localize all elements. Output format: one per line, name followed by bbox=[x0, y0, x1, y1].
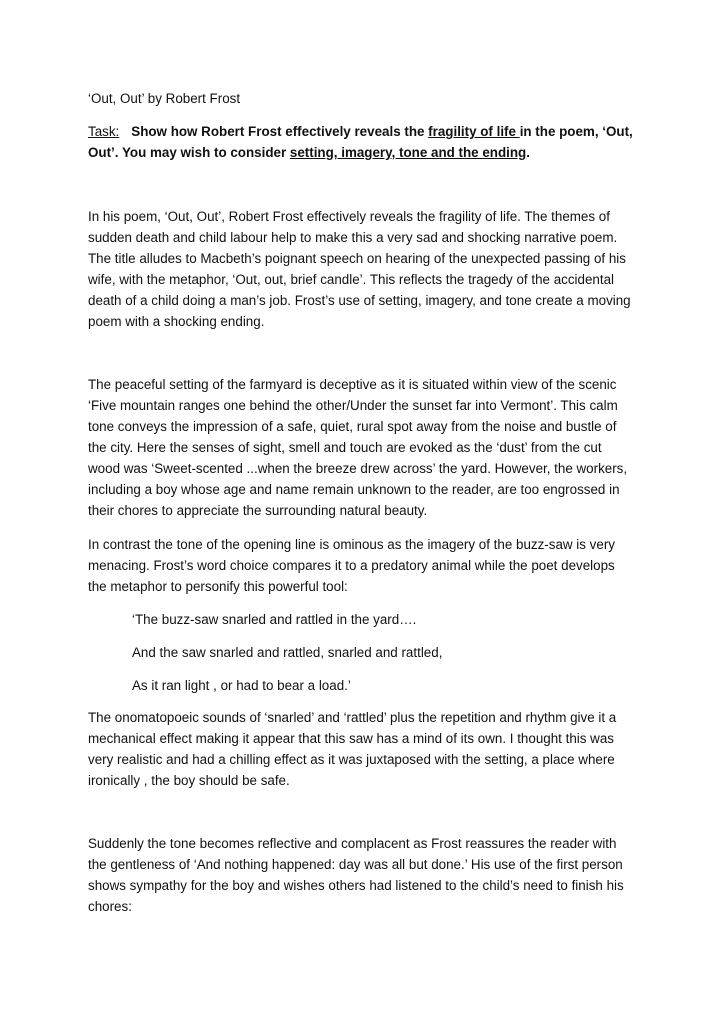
paragraph-2-line: The peaceful setting of the farmyard is deceptive as it is situated within view of the scenic bbox=[88, 377, 617, 392]
task-line-2 bbox=[88, 142, 530, 163]
paragraph-1-line: The title alludes to Macbeth’s poignant speech on hearing of the unexpected passing of his bbox=[88, 251, 626, 266]
poem-quote-line: And the saw snarled and rattled, snarled and rattled, bbox=[132, 645, 443, 660]
poem-quote-line: As it ran light , or had to bear a load.’ bbox=[132, 678, 351, 693]
paragraph-3-line: In contrast the tone of the opening line is ominous as the imagery of the buzz-saw is very bbox=[88, 537, 615, 552]
task-text-1a: Show how Robert Frost effectively reveals the bbox=[131, 124, 429, 139]
paragraph-4-line: The onomatopoeic sounds of ‘snarled’ and ‘rattled’ plus the repetition and rhythm give it a bbox=[88, 710, 617, 725]
poem-quote-line: ‘The buzz-saw snarled and rattled in the yard…. bbox=[132, 612, 417, 627]
paragraph-2-line: ‘Five mountain ranges one behind the other/Under the sunset far into Vermont’. This calm bbox=[88, 398, 618, 413]
task-text-1-underlined: fragility of life bbox=[428, 124, 520, 139]
paragraph-3-line: the metaphor to personify this powerful tool: bbox=[88, 579, 348, 594]
paragraph-2-line: including a boy whose age and name remain unknown to the reader, are too engrossed in bbox=[88, 482, 620, 497]
paragraph-1-line: In his poem, ‘Out, Out’, Robert Frost effectively reveals the fragility of life. The themes of bbox=[88, 209, 610, 224]
task-text-2a: Out’. You may wish to consider bbox=[88, 145, 290, 160]
paragraph-2-line: wood was ‘Sweet-scented ...when the breeze drew across’ the yard. However, the workers, bbox=[88, 461, 628, 476]
document-header: ‘Out, Out’ by Robert Frost bbox=[88, 91, 241, 106]
paragraph-1-line: poem with a shocking ending. bbox=[88, 314, 265, 329]
paragraph-2-line: tone conveys the impression of a safe, quiet, rural spot away from the noise and bustle of bbox=[88, 419, 617, 434]
task-line-1 bbox=[88, 121, 633, 142]
task-text-2-underlined: setting, imagery, tone and the ending bbox=[289, 145, 527, 160]
paragraph-5-line: shows sympathy for the boy and wishes others had listened to the child’s need to finish his bbox=[88, 878, 624, 893]
task-label: Task: bbox=[88, 124, 120, 139]
paragraph-1-line: wife, with the metaphor, ‘Out, out, brief candle’. This reflects the tragedy of the accidental bbox=[88, 272, 614, 287]
paragraph-5-line: Suddenly the tone becomes reflective and complacent as Frost reassures the reader with bbox=[88, 836, 617, 851]
paragraph-5-line: chores: bbox=[88, 899, 132, 914]
paragraph-4-line: very realistic and had a chilling effect as it was juxtaposed with the setting, a place where bbox=[88, 752, 615, 767]
paragraph-1-line: death of a child doing a man’s job. Frost’s use of setting, imagery, and tone create a moving bbox=[88, 293, 631, 308]
paragraph-4-line: mechanical effect making it appear that this saw has a mind of its own. I thought this was bbox=[88, 731, 614, 746]
paragraph-3-line: menacing. Frost’s word choice compares it to a predatory animal while the poet develops bbox=[88, 558, 615, 573]
paragraph-2-line: the city. Here the senses of sight, smell and touch are evoked as the ‘dust’ from the cut bbox=[88, 440, 602, 455]
task-text-2b: . bbox=[526, 145, 530, 160]
task-text-1b: in the poem, ‘Out, bbox=[519, 124, 633, 139]
paragraph-5-line: the gentleness of ‘And nothing happened: day was all but done.’ His use of the first person bbox=[88, 857, 623, 872]
paragraph-2-line: their chores to appreciate the surrounding natural beauty. bbox=[88, 503, 428, 518]
paragraph-1-line: sudden death and child labour help to make this a very sad and shocking narrative poem. bbox=[88, 230, 618, 245]
paragraph-4-line: ironically , the boy should be safe. bbox=[88, 773, 290, 788]
